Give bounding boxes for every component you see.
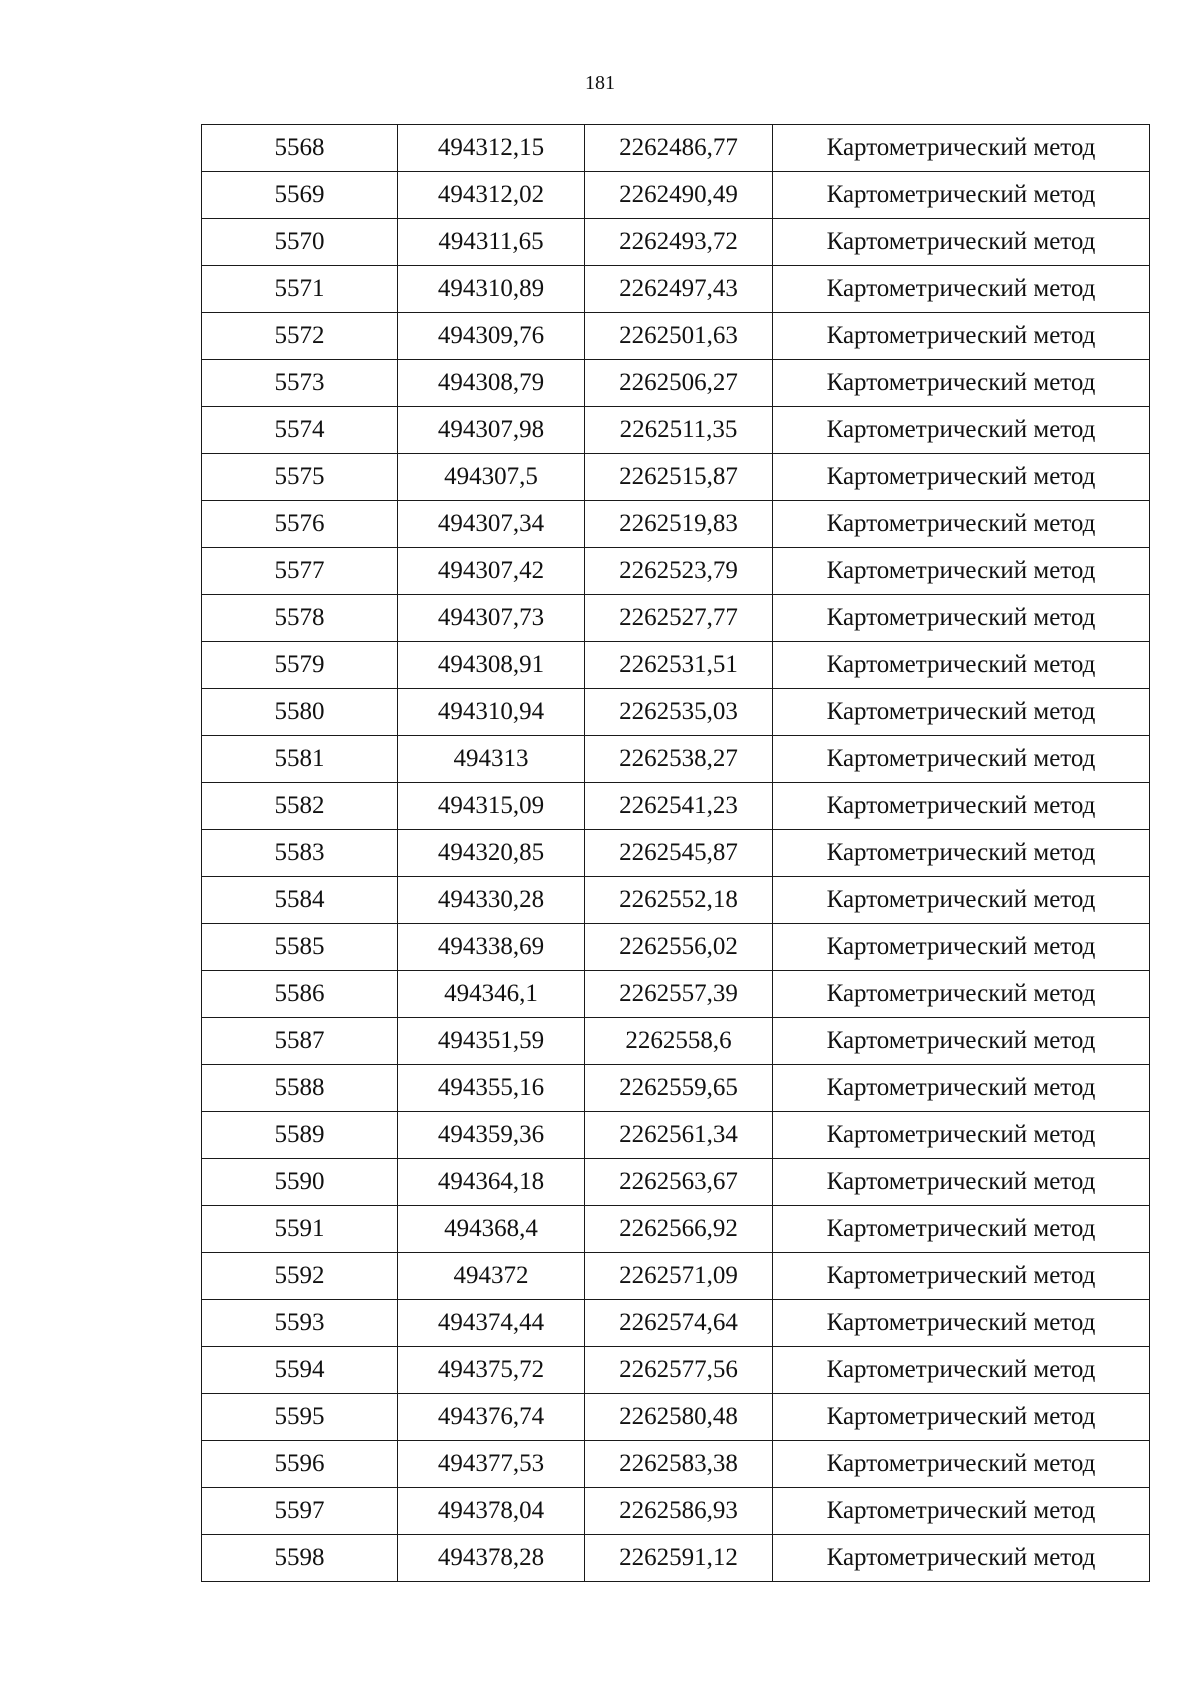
x-coordinate-cell: 494308,91 xyxy=(398,642,585,689)
y-coordinate-cell: 2262531,51 xyxy=(585,642,773,689)
table-row xyxy=(202,360,1150,407)
x-coordinate-cell: 494307,98 xyxy=(398,407,585,454)
table-row xyxy=(202,783,1150,830)
method-cell: Картометрический метод xyxy=(773,1488,1150,1535)
method-cell: Картометрический метод xyxy=(773,1347,1150,1394)
table-row xyxy=(202,1300,1150,1347)
table-row xyxy=(202,1535,1150,1582)
point-number-cell: 5588 xyxy=(202,1065,398,1112)
table-row xyxy=(202,266,1150,313)
page-number: 181 xyxy=(585,72,615,94)
y-coordinate-cell: 2262527,77 xyxy=(585,595,773,642)
method-cell: Картометрический метод xyxy=(773,360,1150,407)
table-row xyxy=(202,1159,1150,1206)
method-cell: Картометрический метод xyxy=(773,830,1150,877)
point-number-cell: 5585 xyxy=(202,924,398,971)
x-coordinate-cell: 494330,28 xyxy=(398,877,585,924)
table-row xyxy=(202,1347,1150,1394)
y-coordinate-cell: 2262545,87 xyxy=(585,830,773,877)
x-coordinate-cell: 494307,42 xyxy=(398,548,585,595)
point-number-cell: 5590 xyxy=(202,1159,398,1206)
method-cell: Картометрический метод xyxy=(773,1159,1150,1206)
x-coordinate-cell: 494372 xyxy=(398,1253,585,1300)
point-number-cell: 5583 xyxy=(202,830,398,877)
y-coordinate-cell: 2262557,39 xyxy=(585,971,773,1018)
method-cell: Картометрический метод xyxy=(773,783,1150,830)
y-coordinate-cell: 2262580,48 xyxy=(585,1394,773,1441)
y-coordinate-cell: 2262559,65 xyxy=(585,1065,773,1112)
point-number-cell: 5592 xyxy=(202,1253,398,1300)
point-number-cell: 5570 xyxy=(202,219,398,266)
y-coordinate-cell: 2262490,49 xyxy=(585,172,773,219)
method-cell: Картометрический метод xyxy=(773,689,1150,736)
y-coordinate-cell: 2262511,35 xyxy=(585,407,773,454)
coordinates-table xyxy=(201,124,1150,1582)
method-cell: Картометрический метод xyxy=(773,642,1150,689)
method-cell: Картометрический метод xyxy=(773,1112,1150,1159)
y-coordinate-cell: 2262574,64 xyxy=(585,1300,773,1347)
y-coordinate-cell: 2262566,92 xyxy=(585,1206,773,1253)
table-row xyxy=(202,219,1150,266)
method-cell: Картометрический метод xyxy=(773,407,1150,454)
method-cell: Картометрический метод xyxy=(773,1206,1150,1253)
point-number-cell: 5574 xyxy=(202,407,398,454)
table-row xyxy=(202,971,1150,1018)
table-row xyxy=(202,407,1150,454)
method-cell: Картометрический метод xyxy=(773,1300,1150,1347)
table-row xyxy=(202,736,1150,783)
method-cell: Картометрический метод xyxy=(773,1018,1150,1065)
x-coordinate-cell: 494320,85 xyxy=(398,830,585,877)
table-row xyxy=(202,1018,1150,1065)
y-coordinate-cell: 2262561,34 xyxy=(585,1112,773,1159)
table-row xyxy=(202,1065,1150,1112)
x-coordinate-cell: 494374,44 xyxy=(398,1300,585,1347)
method-cell: Картометрический метод xyxy=(773,501,1150,548)
point-number-cell: 5569 xyxy=(202,172,398,219)
method-cell: Картометрический метод xyxy=(773,219,1150,266)
x-coordinate-cell: 494307,5 xyxy=(398,454,585,501)
table-row xyxy=(202,924,1150,971)
x-coordinate-cell: 494346,1 xyxy=(398,971,585,1018)
point-number-cell: 5578 xyxy=(202,595,398,642)
x-coordinate-cell: 494312,15 xyxy=(398,125,585,172)
table-row xyxy=(202,595,1150,642)
x-coordinate-cell: 494338,69 xyxy=(398,924,585,971)
y-coordinate-cell: 2262535,03 xyxy=(585,689,773,736)
method-cell: Картометрический метод xyxy=(773,313,1150,360)
point-number-cell: 5577 xyxy=(202,548,398,595)
y-coordinate-cell: 2262591,12 xyxy=(585,1535,773,1582)
y-coordinate-cell: 2262556,02 xyxy=(585,924,773,971)
table-row xyxy=(202,172,1150,219)
point-number-cell: 5575 xyxy=(202,454,398,501)
method-cell: Картометрический метод xyxy=(773,1253,1150,1300)
y-coordinate-cell: 2262541,23 xyxy=(585,783,773,830)
x-coordinate-cell: 494378,28 xyxy=(398,1535,585,1582)
point-number-cell: 5596 xyxy=(202,1441,398,1488)
point-number-cell: 5581 xyxy=(202,736,398,783)
y-coordinate-cell: 2262519,83 xyxy=(585,501,773,548)
x-coordinate-cell: 494378,04 xyxy=(398,1488,585,1535)
x-coordinate-cell: 494375,72 xyxy=(398,1347,585,1394)
point-number-cell: 5579 xyxy=(202,642,398,689)
y-coordinate-cell: 2262571,09 xyxy=(585,1253,773,1300)
y-coordinate-cell: 2262501,63 xyxy=(585,313,773,360)
method-cell: Картометрический метод xyxy=(773,595,1150,642)
point-number-cell: 5571 xyxy=(202,266,398,313)
table-row xyxy=(202,1394,1150,1441)
y-coordinate-cell: 2262486,77 xyxy=(585,125,773,172)
method-cell: Картометрический метод xyxy=(773,736,1150,783)
point-number-cell: 5589 xyxy=(202,1112,398,1159)
table-row xyxy=(202,548,1150,595)
y-coordinate-cell: 2262583,38 xyxy=(585,1441,773,1488)
method-cell: Картометрический метод xyxy=(773,1535,1150,1582)
point-number-cell: 5584 xyxy=(202,877,398,924)
x-coordinate-cell: 494313 xyxy=(398,736,585,783)
y-coordinate-cell: 2262563,67 xyxy=(585,1159,773,1206)
x-coordinate-cell: 494315,09 xyxy=(398,783,585,830)
method-cell: Картометрический метод xyxy=(773,125,1150,172)
x-coordinate-cell: 494308,79 xyxy=(398,360,585,407)
y-coordinate-cell: 2262538,27 xyxy=(585,736,773,783)
x-coordinate-cell: 494377,53 xyxy=(398,1441,585,1488)
method-cell: Картометрический метод xyxy=(773,924,1150,971)
method-cell: Картометрический метод xyxy=(773,1441,1150,1488)
x-coordinate-cell: 494368,4 xyxy=(398,1206,585,1253)
table-row xyxy=(202,313,1150,360)
x-coordinate-cell: 494359,36 xyxy=(398,1112,585,1159)
method-cell: Картометрический метод xyxy=(773,877,1150,924)
point-number-cell: 5573 xyxy=(202,360,398,407)
point-number-cell: 5580 xyxy=(202,689,398,736)
y-coordinate-cell: 2262493,72 xyxy=(585,219,773,266)
method-cell: Картометрический метод xyxy=(773,971,1150,1018)
x-coordinate-cell: 494312,02 xyxy=(398,172,585,219)
method-cell: Картометрический метод xyxy=(773,1394,1150,1441)
point-number-cell: 5597 xyxy=(202,1488,398,1535)
y-coordinate-cell: 2262515,87 xyxy=(585,454,773,501)
y-coordinate-cell: 2262506,27 xyxy=(585,360,773,407)
y-coordinate-cell: 2262558,6 xyxy=(585,1018,773,1065)
point-number-cell: 5568 xyxy=(202,125,398,172)
point-number-cell: 5593 xyxy=(202,1300,398,1347)
x-coordinate-cell: 494376,74 xyxy=(398,1394,585,1441)
table-row xyxy=(202,642,1150,689)
table-row xyxy=(202,454,1150,501)
point-number-cell: 5572 xyxy=(202,313,398,360)
table-row xyxy=(202,877,1150,924)
point-number-cell: 5586 xyxy=(202,971,398,1018)
point-number-cell: 5595 xyxy=(202,1394,398,1441)
method-cell: Картометрический метод xyxy=(773,266,1150,313)
point-number-cell: 5582 xyxy=(202,783,398,830)
y-coordinate-cell: 2262577,56 xyxy=(585,1347,773,1394)
point-number-cell: 5591 xyxy=(202,1206,398,1253)
point-number-cell: 5587 xyxy=(202,1018,398,1065)
table-row xyxy=(202,1206,1150,1253)
method-cell: Картометрический метод xyxy=(773,1065,1150,1112)
x-coordinate-cell: 494311,65 xyxy=(398,219,585,266)
x-coordinate-cell: 494307,73 xyxy=(398,595,585,642)
y-coordinate-cell: 2262586,93 xyxy=(585,1488,773,1535)
x-coordinate-cell: 494355,16 xyxy=(398,1065,585,1112)
method-cell: Картометрический метод xyxy=(773,548,1150,595)
method-cell: Картометрический метод xyxy=(773,172,1150,219)
x-coordinate-cell: 494310,89 xyxy=(398,266,585,313)
y-coordinate-cell: 2262523,79 xyxy=(585,548,773,595)
table-row xyxy=(202,1253,1150,1300)
table-row xyxy=(202,689,1150,736)
table-row xyxy=(202,1441,1150,1488)
x-coordinate-cell: 494310,94 xyxy=(398,689,585,736)
x-coordinate-cell: 494364,18 xyxy=(398,1159,585,1206)
table-row xyxy=(202,501,1150,548)
coordinates-table-body xyxy=(202,125,1150,1582)
point-number-cell: 5598 xyxy=(202,1535,398,1582)
method-cell: Картометрический метод xyxy=(773,454,1150,501)
table-row xyxy=(202,1112,1150,1159)
table-row xyxy=(202,1488,1150,1535)
x-coordinate-cell: 494351,59 xyxy=(398,1018,585,1065)
y-coordinate-cell: 2262552,18 xyxy=(585,877,773,924)
x-coordinate-cell: 494309,76 xyxy=(398,313,585,360)
table-row xyxy=(202,125,1150,172)
y-coordinate-cell: 2262497,43 xyxy=(585,266,773,313)
x-coordinate-cell: 494307,34 xyxy=(398,501,585,548)
point-number-cell: 5594 xyxy=(202,1347,398,1394)
table-row xyxy=(202,830,1150,877)
point-number-cell: 5576 xyxy=(202,501,398,548)
